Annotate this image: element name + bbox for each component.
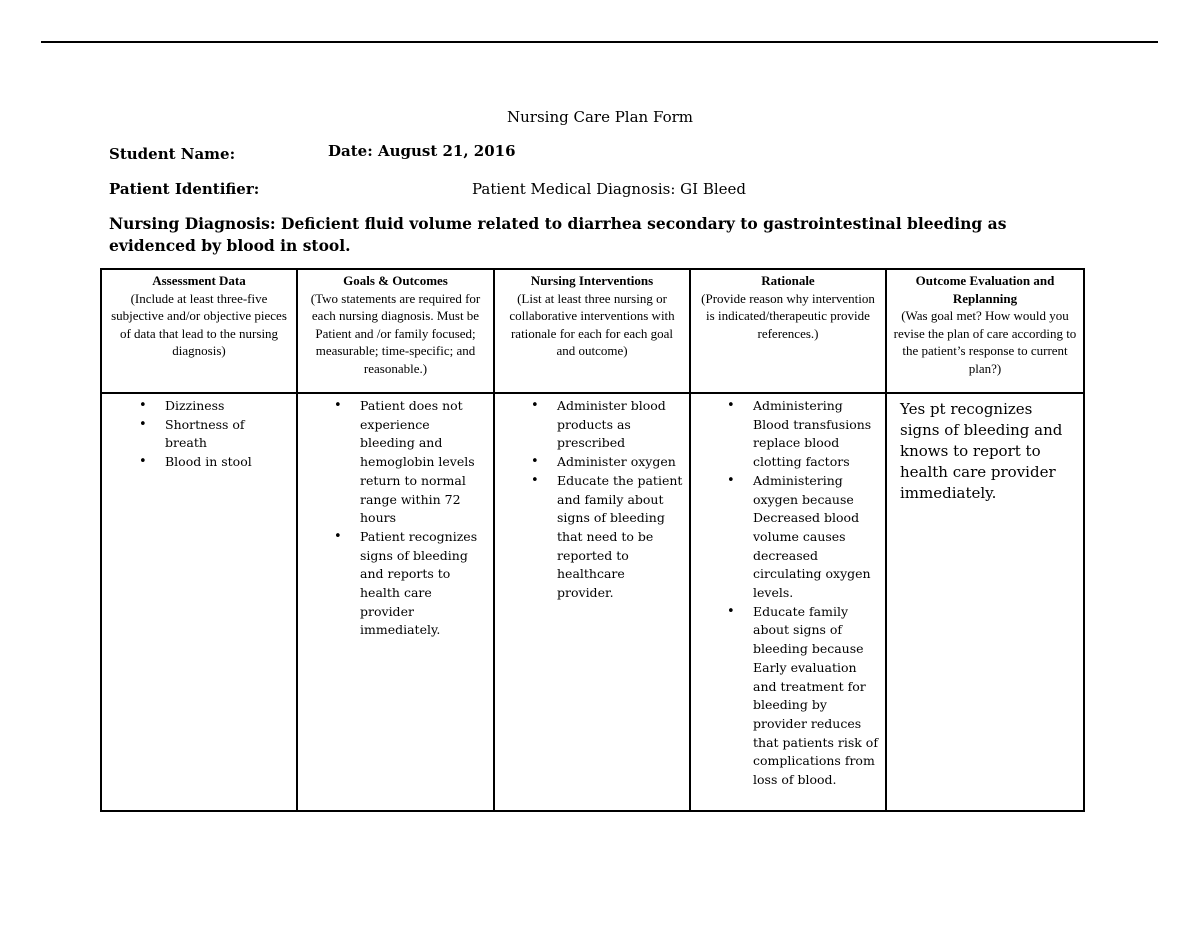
goals-list: [304, 397, 487, 640]
medical-diagnosis: [472, 180, 746, 198]
header-title: Outcome Evaluation and Replanning: [915, 273, 1055, 306]
patient-identifier-label: Patient Identifier:: [109, 180, 260, 198]
header-assessment: [101, 269, 297, 393]
list-item: • Administer oxygen: [557, 453, 683, 472]
header-desc: (Was goal met? How would you revise the plan of care according to the patient’s response to current plan?): [893, 308, 1077, 376]
header-title: Rationale: [761, 273, 815, 288]
list-item: • Blood in stool: [165, 453, 290, 472]
header-row: [101, 269, 1084, 393]
list-item: • Educate family about signs of bleeding because Early evaluation and treatment for bleeding by provider reduces that patients risk of complications from loss of blood.: [753, 603, 879, 790]
header-goals: [297, 269, 494, 393]
header-rationale: [690, 269, 886, 393]
list-item: • Dizziness: [165, 397, 290, 416]
list-item: • Shortness of breath: [165, 416, 290, 453]
header-title: Assessment Data: [152, 273, 246, 288]
top-rule: [41, 41, 1158, 43]
header-evaluation: [886, 269, 1084, 393]
date-label: Date: August 21, 2016: [328, 142, 516, 160]
evaluation-cell: [886, 393, 1084, 811]
header-title: Nursing Interventions: [530, 273, 654, 288]
evaluation-text: Yes pt recognizes signs of bleeding and knows to report to health care provider immediately.: [900, 400, 1063, 502]
header-interventions: [494, 269, 690, 393]
list-item: • Administering oxygen because Decreased blood volume causes decreased circulating oxygen levels.: [753, 472, 879, 603]
header-title: Goals & Outcomes: [343, 273, 448, 288]
list-item: • Administer blood products as prescribed: [557, 397, 683, 453]
assessment-cell: [101, 393, 297, 811]
content-row: [101, 393, 1084, 811]
list-item: • Patient recognizes signs of bleeding and reports to health care provider immediately.: [360, 528, 487, 640]
goals-cell: [297, 393, 494, 811]
header-desc: (List at least three nursing or collaborative interventions with rationale for each for each goal and outcome): [509, 290, 675, 358]
assessment-list: [108, 397, 290, 472]
rationale-list: [697, 397, 879, 790]
care-plan-table: [100, 268, 1085, 812]
list-item: • Administering Blood transfusions replace blood clotting factors: [753, 397, 879, 472]
rationale-cell: [690, 393, 886, 811]
form-title: Nursing Care Plan Form: [507, 108, 693, 126]
medical-diagnosis-label: Patient Medical Diagnosis:: [472, 180, 676, 198]
header-desc: (Include at least three-five subjective and/or objective pieces of data that lead to the nursing diagnosis): [111, 290, 287, 358]
student-name-label: Student Name:: [109, 145, 236, 163]
list-item: • Educate the patient and family about signs of bleeding that need to be reported to healthcare provider.: [557, 472, 683, 603]
nursing-diagnosis: Nursing Diagnosis: Deficient fluid volume related to diarrhea secondary to gastrointestinal bleeding as evidenced by blood in stool.: [109, 214, 1007, 255]
list-item: • Patient does not experience bleeding and hemoglobin levels return to normal range within 72 hours: [360, 397, 487, 528]
header-desc: (Two statements are required for each nursing diagnosis. Must be Patient and /or family focused; measurable; time-specific; and reasonable.): [310, 290, 481, 376]
medical-diagnosis-value: GI Bleed: [680, 180, 747, 198]
interventions-list: [501, 397, 683, 603]
interventions-cell: [494, 393, 690, 811]
header-desc: (Provide reason why intervention is indicated/therapeutic provide references.): [701, 290, 875, 341]
